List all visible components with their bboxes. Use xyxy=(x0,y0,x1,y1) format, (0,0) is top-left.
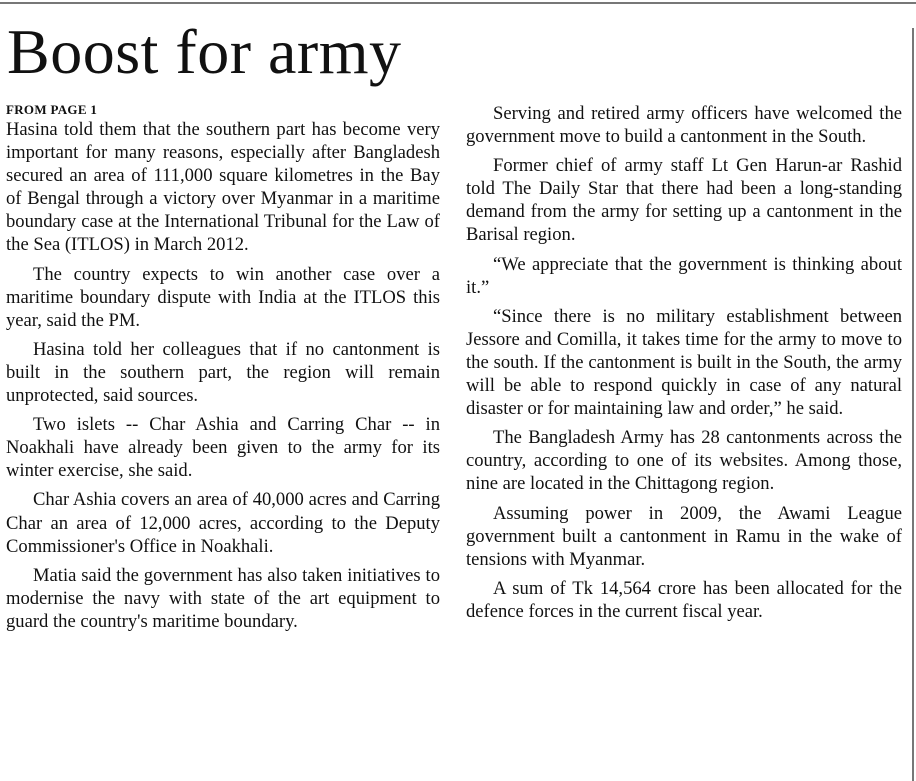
headline: Boost for army xyxy=(7,16,402,87)
paragraph: Assuming power in 2009, the Awami League government built a cantonment in Ramu in the wake of tensions with Myanmar. xyxy=(466,502,902,570)
paragraph: Former chief of army staff Lt Gen Harun-ar Rashid told The Daily Star that there had been a long-standing demand from the army for setting up a cantonment in the Barisal region. xyxy=(466,155,902,246)
top-rule xyxy=(0,2,916,4)
paragraph: Matia said the government has also taken initiatives to modernise the navy with state of the art equipment to guard the country's maritime boundary. xyxy=(6,564,440,632)
paragraph: The country expects to win another case over a maritime boundary dispute with India at the ITLOS this year, said the PM. xyxy=(6,263,440,331)
paragraph: The Bangladesh Army has 28 cantonments across the country, according to one of its websites. Among those, nine are located in the Chittagong region. xyxy=(466,427,902,495)
paragraph: Hasina told them that the southern part has become very important for many reasons, especially after Bangladesh secured an area of 111,000 square kilometres in the Bay of Bengal through a victory over Myanmar in a maritime boundary case at the International Tribunal for the Law of the Sea (ITLOS) in March 2012. xyxy=(6,119,440,256)
paragraph: Two islets -- Char Ashia and Carring Char -- in Noakhali have already been given to the army for its winter exercise, she said. xyxy=(6,414,440,482)
right-rule xyxy=(912,28,914,781)
article-column-right xyxy=(466,102,902,629)
paragraph: Serving and retired army officers have welcomed the government move to build a cantonment in the South. xyxy=(466,103,902,148)
article-column-left xyxy=(6,102,440,639)
continuation-kicker: FROM PAGE 1 xyxy=(6,102,98,117)
paragraph: “Since there is no military establishment between Jessore and Comilla, it takes time for the army to move to the south. If the cantonment is built in the South, the army will be able to respond quickly in case of any natural disaster or for maintaining law and order,” he said. xyxy=(466,305,902,420)
paragraph: “We appreciate that the government is thinking about it.” xyxy=(466,253,902,298)
paragraph: A sum of Tk 14,564 crore has been allocated for the defence forces in the current fiscal year. xyxy=(466,577,902,622)
paragraph: Char Ashia covers an area of 40,000 acres and Carring Char an area of 12,000 acres, according to the Deputy Commissioner's Office in Noakhali. xyxy=(6,489,440,557)
paragraph: Hasina told her colleagues that if no cantonment is built in the southern part, the region will remain unprotected, said sources. xyxy=(6,338,440,407)
